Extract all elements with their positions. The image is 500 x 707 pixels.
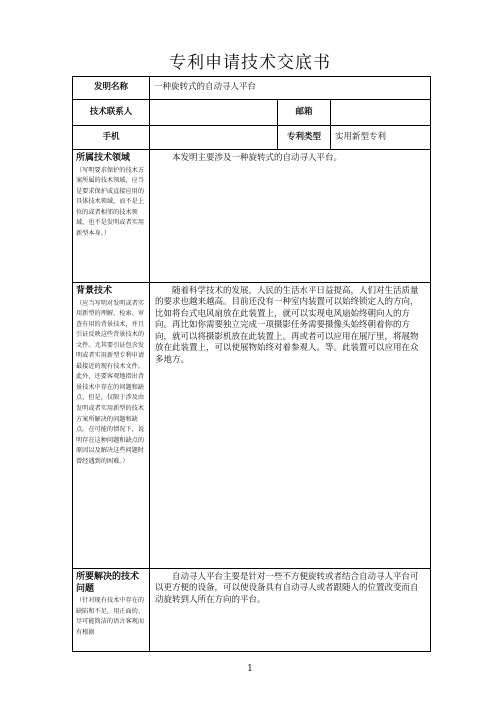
tech-contact-label: 技术联系人 bbox=[73, 100, 150, 126]
section-note: （写明要求保护的技术方案所属的技术领域，应当是要求保护或直接应用的具体技术领域，而不是上位的或者相邻的技术领域，也不是发明或者实用新型本身。） bbox=[76, 166, 145, 237]
section-label-background bbox=[73, 283, 150, 569]
section-label-technical-field bbox=[73, 150, 150, 283]
section-body-technical-problem[interactable]: 自动寻人平台主要是针对一些不方便旋转或者结合自动寻人平台可以更方便的设备，可以使设备具有自动寻人或者跟随人的位置改变而自动旋转到人所在方向的平台。 bbox=[150, 569, 431, 652]
section-body-background[interactable]: 随着科学技术的发展，人民的生活水平日益提高，人们对生活质量的要求也越来越高。目前还没有一种室内装置可以始终锁定人的方向，比如将台式电风扇放在此装置上，就可以实现电风扇始终朝向人的方向。再比如你需要独立完成一项摄影任务需要摄像头始终朝着你的方向，就可以将摄影机放在此装置上。再或者可以应用在展厅里，将展物放在此装置上，可以使展物始终对着参观人。等。此装置可以应用在众多地方。 bbox=[150, 283, 431, 569]
document-title: 专利申请技术交底书 bbox=[169, 53, 331, 73]
page-number: 1 bbox=[247, 664, 253, 674]
section-note: （针对现有技术中存在的缺陷和不足，用正面的、尽可能简洁的语言客观而有根据 bbox=[76, 597, 145, 636]
tech-contact-value[interactable] bbox=[150, 100, 278, 126]
email-label: 邮箱 bbox=[278, 100, 331, 126]
section-title: 所要解决的技术问题 bbox=[76, 572, 140, 594]
section-label-technical-problem bbox=[73, 569, 150, 652]
section-title: 所属技术领域 bbox=[76, 153, 131, 163]
invention-name-label: 发明名称 bbox=[73, 77, 150, 100]
phone-row bbox=[73, 126, 431, 150]
section-title: 背景技术 bbox=[76, 286, 113, 296]
patent-type-label: 专利类型 bbox=[278, 126, 331, 150]
section-row-technical-problem bbox=[73, 569, 431, 652]
contact-row bbox=[73, 100, 431, 126]
section-row-technical-field bbox=[73, 150, 431, 283]
patent-type-value[interactable]: 实用新型专利 bbox=[331, 126, 431, 150]
section-row-background bbox=[73, 283, 431, 569]
invention-name-row bbox=[73, 77, 431, 100]
phone-label: 手机 bbox=[73, 126, 150, 150]
section-body-technical-field[interactable]: 本发明主要涉及一种旋转式的自动寻人平台。 bbox=[150, 150, 431, 283]
phone-value[interactable] bbox=[150, 126, 278, 150]
email-value[interactable] bbox=[331, 100, 431, 126]
section-note: （应当写明对发明或者实用新型的理解、检索、审查有用的背景技术，并且引证反映这些背景技术的文件。尤其要引证包含发明或者实用新型专利申请最接近的现有技术文件。此外，还要客观地指出背景技术中存在的问题和缺点，但是，仅限于涉及由发明或者实用新型的技术方案所解决的问题和缺点。在可能的情况下，说明存在这种问题和缺点的原因以及解决这些问题时曾经遇到的困难。） bbox=[76, 299, 145, 465]
disclosure-form-table bbox=[72, 76, 431, 652]
invention-name-value[interactable]: 一种旋转式的自动寻人平台 bbox=[150, 77, 431, 100]
